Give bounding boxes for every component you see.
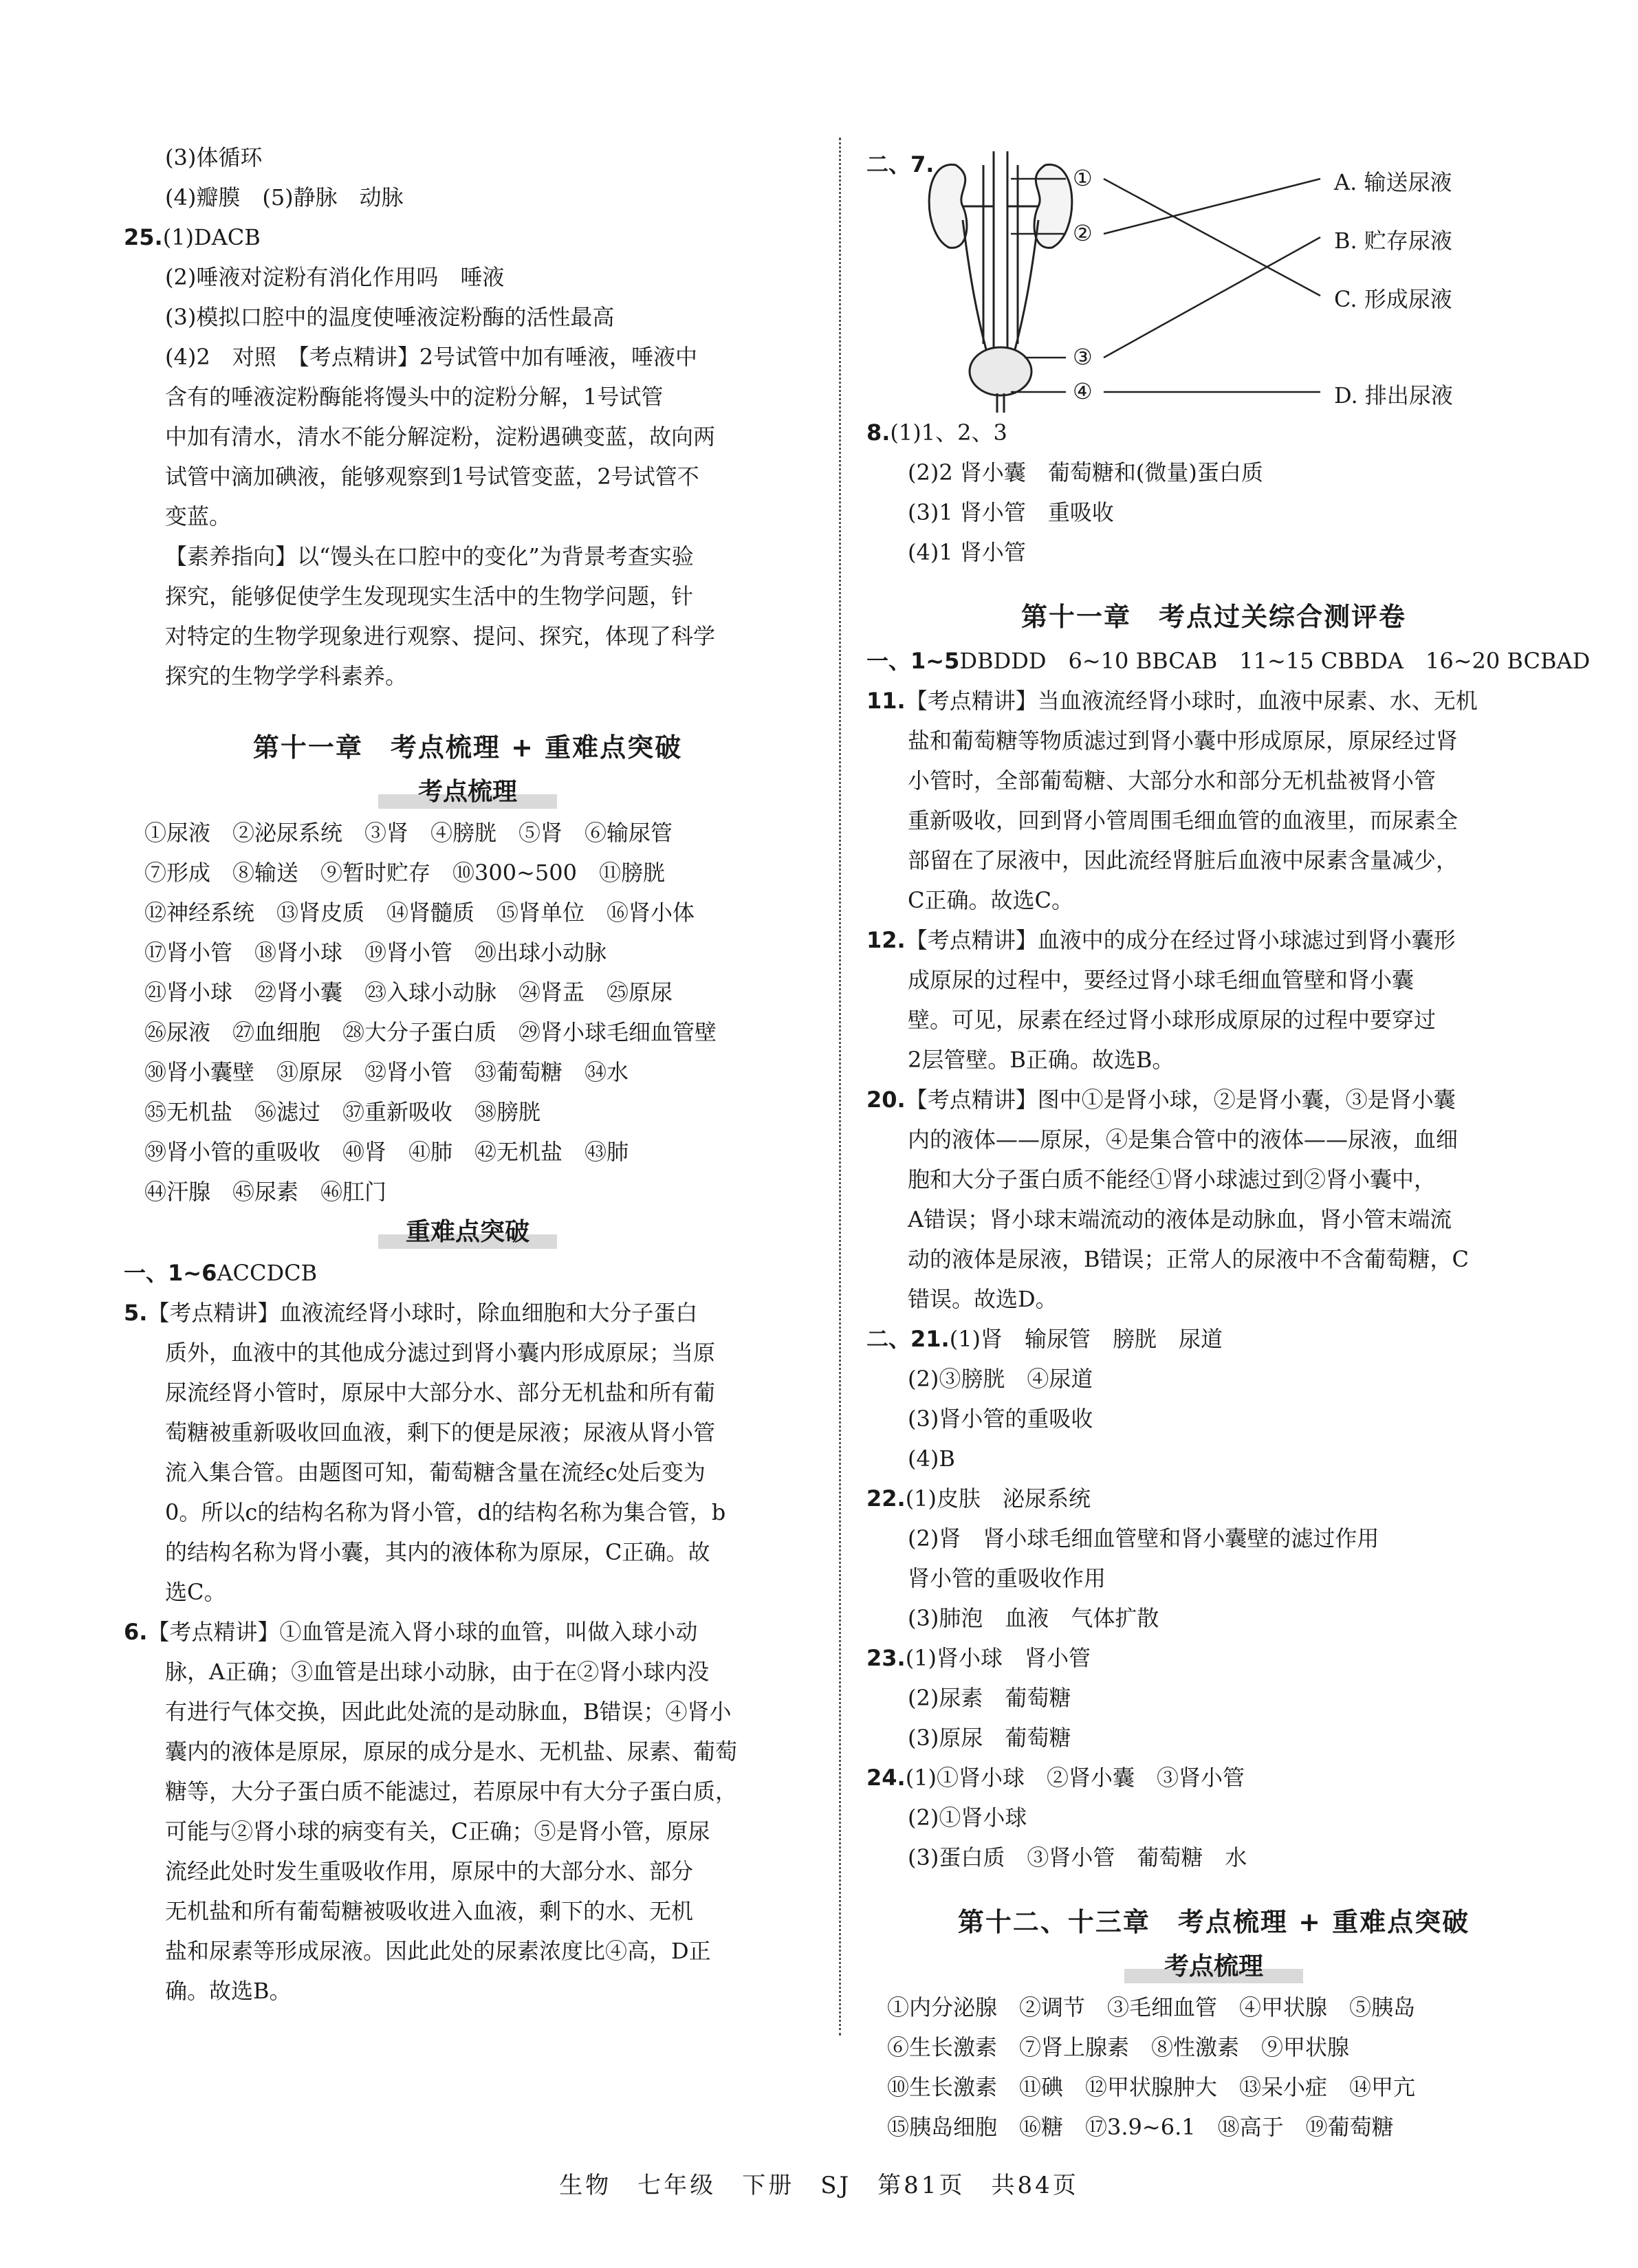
text-line	[866, 1518, 1561, 1558]
marker-1: ①	[1073, 165, 1093, 191]
text-line	[124, 177, 811, 217]
kidney-right	[1034, 164, 1072, 248]
text-line	[866, 1279, 1561, 1319]
text-line	[124, 1373, 811, 1413]
line-text: 盐和尿素等形成尿液。因此此处的尿素浓度比④高，D正	[165, 1938, 711, 1964]
question-number: 24.	[866, 1765, 906, 1791]
line-text: (2)肾 肾小球毛细血管壁和肾小囊壁的滤过作用	[908, 1525, 1379, 1551]
text-line	[866, 1638, 1561, 1678]
line-text: (4)2 对照 【考点精讲】2号试管中加有唾液，唾液中	[165, 344, 698, 370]
line-text: (2)2 肾小囊 葡萄糖和(微量)蛋白质	[908, 459, 1263, 486]
line-text: 【素养指向】以“馒头在口腔中的变化”为背景考查实验	[165, 543, 694, 569]
outline-row: ⑮胰岛细胞 ⑯糖 ⑰3.9~6.1 ⑱高于 ⑲葡萄糖	[887, 2114, 1394, 2140]
line-text: 内的液体——原尿，④是集合管中的液体——尿液，血细	[908, 1126, 1459, 1153]
text-line	[866, 1080, 1561, 1120]
line-text: 糖等，大分子蛋白质不能滤过，若原尿中有大分子蛋白质，	[165, 1778, 738, 1804]
text-line	[124, 1612, 811, 1652]
line-text: 含有的唾液淀粉酶能将馒头中的淀粉分解，1号试管	[165, 384, 664, 410]
question-number: 一、1~6	[124, 1260, 217, 1286]
outline-row: ⑥生长激素 ⑦肾上腺素 ⑧性激素 ⑨甲状腺	[887, 2034, 1350, 2060]
text-line	[866, 1479, 1561, 1518]
text-line	[124, 217, 811, 257]
text-line	[866, 960, 1561, 1000]
line-text: 质外，血液中的其他成分滤过到肾小囊内形成原尿；当原	[165, 1340, 716, 1366]
text-line	[866, 721, 1561, 761]
line-text: (1)1、2、3	[890, 419, 1007, 446]
text-line	[124, 1492, 811, 1532]
line-text: 试管中滴加碘液，能够观察到1号试管变蓝，2号试管不	[165, 464, 699, 490]
option-b: B. 贮存尿液	[1334, 228, 1452, 254]
line-text: 无机盐和所有葡萄糖被吸收进入血液，剩下的水、无机	[165, 1898, 694, 1924]
text-line	[124, 1811, 811, 1851]
line-text: 动的液体是尿液，B错误；正常人的尿液中不含葡萄糖，C	[908, 1246, 1470, 1272]
line-text: A错误；肾小球末端流动的液体是动脉血，肾小管末端流	[908, 1206, 1452, 1232]
line-text: 中加有清水，清水不能分解淀粉，淀粉遇碘变蓝，故向两	[165, 424, 716, 450]
outline-row: ㉟无机盐 ㊱滤过 ㊲重新吸收 ㊳膀胱	[144, 1099, 541, 1125]
line-text: C正确。故选C。	[908, 887, 1073, 913]
text-line	[124, 1253, 811, 1293]
line-text: 小管时，全部葡萄糖、大部分水和部分无机盐被肾小管	[908, 767, 1437, 794]
text-line	[124, 1771, 811, 1811]
line-text: 【考点精讲】图中①是肾小球，②是肾小囊，③是肾小囊	[905, 1087, 1456, 1113]
line-text: 囊内的液体是原尿，原尿的成分是水、无机盐、尿素、葡萄	[165, 1738, 738, 1765]
line-text: DBDDD 6~10 BBCAB 11~15 CBBDA 16~20 BCBAD	[959, 648, 1591, 674]
line-text: (2)尿素 葡萄糖	[908, 1685, 1071, 1711]
line-text: (1)①肾小球 ②肾小囊 ③肾小管	[905, 1765, 1245, 1791]
line-text: 2层管壁。B正确。故选B。	[908, 1047, 1175, 1073]
text-line	[866, 1120, 1561, 1159]
text-line	[124, 1971, 811, 2011]
line-text: ACCDCB	[217, 1260, 318, 1286]
chapter11-title: 第十一章 考点梳理 + 重难点突破	[252, 732, 683, 763]
text-line	[866, 1399, 1561, 1439]
outline-row: ⑫神经系统 ⑬肾皮质 ⑭肾髓质 ⑮肾单位 ⑯肾小体	[144, 899, 695, 926]
text-line	[866, 1718, 1561, 1758]
urinary-diagram	[866, 138, 1561, 413]
question-number: 二、21.	[866, 1326, 950, 1352]
text-line	[124, 457, 811, 497]
text-line	[866, 761, 1561, 800]
text-line	[124, 576, 811, 616]
text-line	[866, 452, 1561, 492]
line-text: (1)皮肤 泌尿系统	[905, 1485, 1091, 1512]
text-line	[866, 1319, 1561, 1359]
line-text: 部留在了尿液中，因此流经肾脏后血液中尿素含量减少，	[908, 847, 1459, 873]
outline-row: ⑰肾小管 ⑱肾小球 ⑲肾小管 ⑳出球小动脉	[144, 939, 607, 966]
line-text: 萄糖被重新吸收回血液，剩下的便是尿液；尿液从肾小管	[165, 1419, 716, 1446]
line-text: 0。所以c的结构名称为肾小管，d的结构名称为集合管，b	[165, 1499, 726, 1525]
column-divider	[839, 138, 841, 2036]
text-line	[124, 1851, 811, 1891]
option-c: C. 形成尿液	[1334, 286, 1452, 312]
text-line	[866, 880, 1561, 920]
line-text: 变蓝。	[165, 503, 232, 530]
text-line	[124, 1692, 811, 1732]
chapter1213-title: 第十二、十三章 考点梳理 + 重难点突破	[957, 1907, 1470, 1937]
question-number: 8.	[866, 419, 891, 446]
line-text: 有进行气体交换，因此此处流的是动脉血，B错误；④肾小	[165, 1699, 732, 1725]
line-text: 壁。可见，尿素在经过肾小球形成原尿的过程中要穿过	[908, 1007, 1437, 1033]
text-line	[866, 1159, 1561, 1199]
text-line	[866, 1838, 1561, 1877]
line-text: 【考点精讲】当血液流经肾小球时，血液中尿素、水、无机	[905, 688, 1478, 714]
text-line	[866, 1359, 1561, 1399]
option-a: A. 输送尿液	[1334, 169, 1452, 195]
text-line	[866, 532, 1561, 572]
text-line	[124, 1413, 811, 1452]
question-number: 22.	[866, 1485, 906, 1512]
text-line	[124, 1652, 811, 1692]
text-line	[124, 1891, 811, 1931]
text-line	[866, 1598, 1561, 1638]
line-text: 成原尿的过程中，要经过肾小球毛细血管壁和肾小囊	[908, 967, 1415, 993]
line-text: 确。故选B。	[165, 1978, 292, 2004]
question-number: 5.	[124, 1300, 148, 1326]
line-text: (3)模拟口腔中的温度使唾液淀粉酶的活性最高	[165, 304, 615, 330]
question-number: 6.	[124, 1619, 148, 1645]
line-text: 脉，A正确；③血管是出球小动脉，由于在②肾小球内没	[165, 1659, 710, 1685]
kaodian-label: 考点梳理	[378, 772, 557, 813]
line-text: 【考点精讲】①血管是流入肾小球的血管，叫做入球小动	[147, 1619, 698, 1645]
outline-row: ㉑肾小球 ㉒肾小囊 ㉓入球小动脉 ㉔肾盂 ㉕原尿	[144, 979, 673, 1005]
text-line	[866, 413, 1561, 452]
kaodian-label-2: 考点梳理	[1124, 1946, 1303, 1987]
line-text: (3)1 肾小管 重吸收	[908, 499, 1114, 525]
text-line	[124, 1293, 811, 1333]
line-text: 【考点精讲】血液流经肾小球时，除血细胞和大分子蛋白	[147, 1300, 698, 1326]
marker-4: ④	[1073, 378, 1093, 404]
line-text: 流入集合管。由题图可知，葡萄糖含量在流经c处后变为	[165, 1459, 706, 1485]
test-title: 第十一章 考点过关综合测评卷	[1020, 602, 1406, 632]
line-text: (3)体循环	[165, 144, 263, 171]
line-text: 流经此处时发生重吸收作用，原尿中的大部分水、部分	[165, 1858, 694, 1884]
option-d: D. 排出尿液	[1334, 382, 1453, 408]
left-column	[124, 138, 811, 2011]
line-text: (3)肾小管的重吸收	[908, 1406, 1093, 1432]
line-text: 选C。	[165, 1579, 226, 1605]
line-text: 错误。故选D。	[908, 1286, 1058, 1312]
question-number: 25.	[124, 224, 163, 250]
text-line	[866, 1040, 1561, 1080]
text-line	[866, 1758, 1561, 1798]
line-text: 【考点精讲】血液中的成分在经过肾小球滤过到肾小囊形	[905, 927, 1456, 953]
question-number: 11.	[866, 688, 906, 714]
page-footer: 生物 七年级 下册 SJ 第81页 共84页	[559, 2172, 1079, 2199]
zhongnan-label: 重难点突破	[378, 1212, 557, 1253]
bladder	[970, 347, 1031, 413]
text-line	[866, 1798, 1561, 1838]
kidney-left	[929, 164, 967, 248]
text-line	[866, 641, 1591, 681]
text-line	[866, 800, 1561, 840]
text-line	[866, 1558, 1561, 1598]
line-text: (2)唾液对淀粉有消化作用吗 唾液	[165, 264, 505, 290]
text-line	[124, 138, 811, 177]
line-text: 尿流经肾小管时，原尿中大部分水、部分无机盐和所有葡	[165, 1380, 716, 1406]
text-line	[124, 616, 811, 656]
text-line	[124, 257, 811, 297]
text-line	[124, 1572, 811, 1612]
text-line	[124, 297, 811, 337]
text-line	[124, 1532, 811, 1572]
line-text: 胞和大分子蛋白质不能经①肾小球滤过到②肾小囊中，	[908, 1166, 1437, 1192]
line-text: 的结构名称为肾小囊，其内的液体称为原尿，C正确。故	[165, 1539, 710, 1565]
text-line	[124, 1732, 811, 1771]
line-text: 探究，能够促使学生发现现实生活中的生物学问题，针	[165, 583, 694, 609]
line-text: 对特定的生物学现象进行观察、提问、探究，体现了科学	[165, 623, 716, 649]
text-line	[124, 1333, 811, 1373]
line-text: (3)原尿 葡萄糖	[908, 1725, 1071, 1751]
line-text: 可能与②肾小球的病变有关，C正确；⑤是肾小管，原尿	[165, 1818, 710, 1844]
text-line	[866, 1678, 1561, 1718]
line-text: (1)肾小球 肾小管	[905, 1645, 1091, 1671]
line-text: (3)肺泡 血液 气体扩散	[908, 1605, 1159, 1631]
outline-row: ⑩生长激素 ⑪碘 ⑫甲状腺肿大 ⑬呆小症 ⑭甲亢	[887, 2074, 1416, 2100]
text-line	[124, 417, 811, 457]
text-line	[124, 337, 811, 377]
line-text: (1)肾 输尿管 膀胱 尿道	[949, 1326, 1223, 1352]
text-line	[124, 497, 811, 536]
line-text: (1)DACB	[162, 224, 261, 250]
right-column	[866, 138, 1591, 2147]
outline-row: ①尿液 ②泌尿系统 ③肾 ④膀胱 ⑤肾 ⑥输尿管	[144, 820, 673, 846]
question-number: 12.	[866, 927, 906, 953]
question-number: 20.	[866, 1087, 906, 1113]
text-line	[866, 1199, 1561, 1239]
line-text: 重新吸收，回到肾小管周围毛细血管的血液里，而尿素全	[908, 807, 1459, 833]
outline-row: ①内分泌腺 ②调节 ③毛细血管 ④甲状腺 ⑤胰岛	[887, 1994, 1416, 2020]
line-text: 肾小管的重吸收作用	[908, 1565, 1106, 1591]
text-line	[866, 920, 1561, 960]
q7-label: 二、7.	[866, 151, 935, 177]
outline-row: ㉖尿液 ㉗血细胞 ㉘大分子蛋白质 ㉙肾小球毛细血管壁	[144, 1019, 717, 1045]
line-text: 探究的生物学学科素养。	[165, 663, 408, 689]
text-line	[124, 536, 811, 576]
line-text: (3)蛋白质 ③肾小管 葡萄糖 水	[908, 1844, 1247, 1871]
line-text: (2)①肾小球	[908, 1804, 1027, 1831]
matching-lines	[1104, 179, 1320, 392]
line-text: (4)1 肾小管	[908, 539, 1026, 565]
text-line	[866, 1000, 1561, 1040]
outline-row: ㊴肾小管的重吸收 ㊵肾 ㊶肺 ㊷无机盐 ㊸肺	[144, 1139, 629, 1165]
vessels	[963, 151, 1038, 364]
line-text: (4)瓣膜 (5)静脉 动脉	[165, 184, 404, 210]
text-line	[124, 377, 811, 417]
outline-row: ㊹汗腺 ㊺尿素 ㊻肛门	[144, 1179, 387, 1205]
text-line	[866, 1439, 1561, 1479]
text-line	[866, 1239, 1561, 1279]
marker-3: ③	[1073, 344, 1093, 370]
outline-row: ㉚肾小囊壁 ㉛原尿 ㉜肾小管 ㉝葡萄糖 ㉞水	[144, 1059, 629, 1085]
line-text: (4)B	[908, 1446, 955, 1472]
question-number: 23.	[866, 1645, 906, 1671]
outline-row: ⑦形成 ⑧输送 ⑨暂时贮存 ⑩300~500 ⑪膀胱	[144, 860, 665, 886]
text-line	[124, 656, 811, 696]
line-text: 盐和葡萄糖等物质滤过到肾小囊中形成原尿，原尿经过肾	[908, 728, 1459, 754]
text-line	[124, 1931, 811, 1971]
text-line	[866, 492, 1561, 532]
text-line	[124, 1452, 811, 1492]
text-line	[866, 681, 1561, 721]
text-line	[866, 840, 1561, 880]
question-number: 一、1~5	[866, 648, 960, 674]
marker-2: ②	[1073, 220, 1093, 246]
line-text: (2)③膀胱 ④尿道	[908, 1366, 1093, 1392]
